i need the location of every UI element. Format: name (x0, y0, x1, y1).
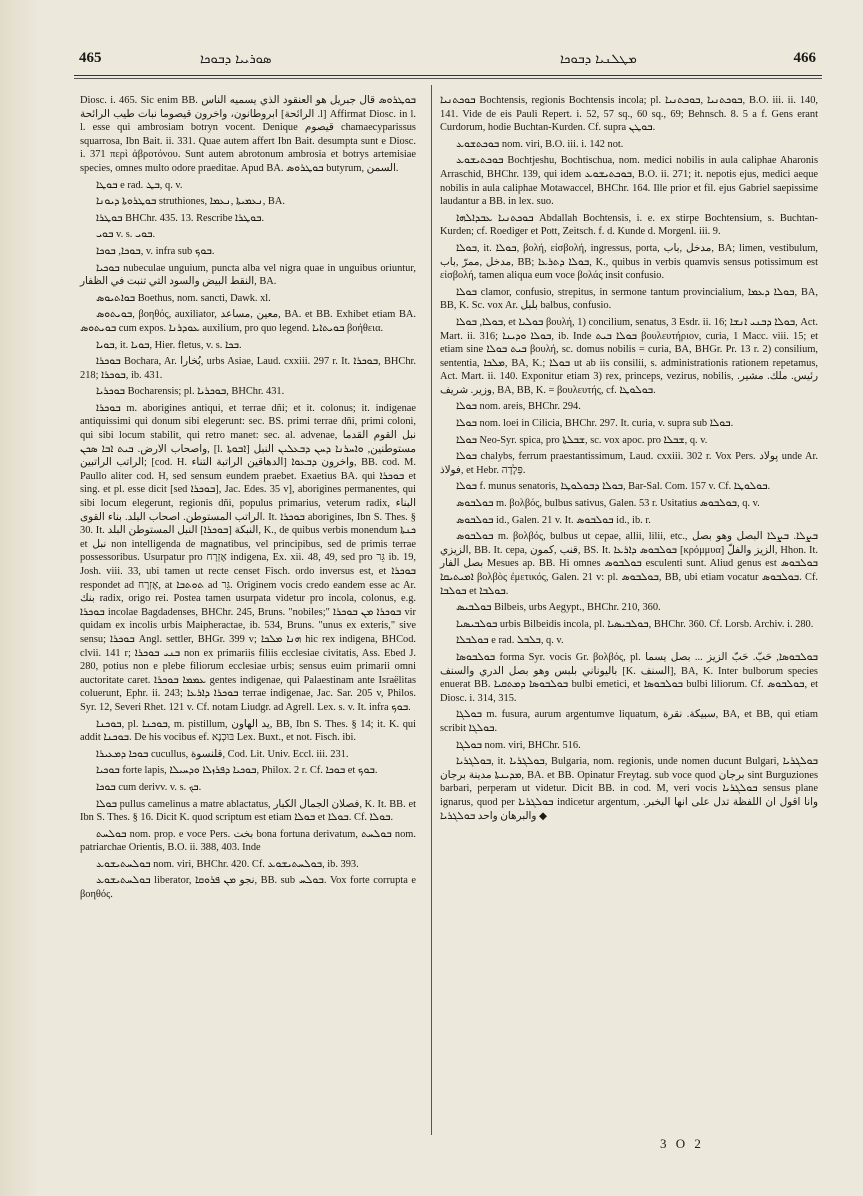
dictionary-entry: ܒܘܠܐ, it. ܒܘܠܐ, βολή, εἰσβολή, ingressus, porta, مدخل ,باب, BA; limen, vestibulum, مدخل ,ممرّ ,باب, BB; ܒܘܠܐ ܕܬܪܥܐ, K., quibus in verbis quamvis sensus potissimum est εἰσβολή, tamen aliqua eum voce βολάς insit confusio. (440, 242, 819, 282)
dictionary-entry: ܒܘܛܪܐ BHChr. 435. 13. Rescribe ܒܘܛܪܐ. (96, 212, 265, 224)
dictionary-entry: ܒܘܟܬܝܫܘܥ Bochtjeshu, Bochtischua, nom. medici nobilis in aula caliphae Aharonis Arraschid, BHChr. 139, qui idem ܒܘܟܬܝܫܘܥ, B.O. ii. 271; it. nepotis ejus, medici aeque nobilis in aula caliphae Motawaccel, BHChr. 164. Ille prior et fil. ejus Gabriel saepissime laudantur a BB. in lex. suo. (440, 155, 819, 208)
dictionary-entry: ܒܘܟܪܝܐ Bocharensis; pl. ܒܘܟܪܝܐ, BHChr. 431. (96, 386, 285, 398)
dictionary-entry: ܒܘܠܐ clamor, confusio, strepitus, in sermone tantum provincialium, ܒܘܠܐ ܕܥܡܐ, BA, BB, K. Sc. vox Ar. بلبل balbus, confusio. (440, 286, 819, 312)
dictionary-entry: ܒܘܟܬܢܝܐ ܥܒܕܐܠܗܐ Abdallah Bochtensis, i. e. ex stirpe Bochtensium, s. Buchtan-Kurden; cf. Roediger et Pott, Zeitsch. f. d. Kunde d. Morgenl. iii. 9. (440, 212, 818, 238)
dictionary-entry: ܒܘܛܪܘܬܐ ܕܝܘܢܐ struthiones, ܢܥܡܝܬܐ ,ܢܥܡܐ, BA. (96, 196, 285, 208)
dictionary-entry: ܒܘܛܐ e rad. ܒܛ, q. v. (96, 179, 183, 191)
page-gutter-shadow (0, 0, 40, 1196)
right-column (440, 94, 818, 826)
dictionary-entry: ܒܘܟܐ ܕܡܥܝܪܐ cucullus, قلنسوة, Cod. Lit. Univ. Eccl. iii. 231. (96, 748, 349, 760)
dictionary-entry: ܒܘܠܒܝܣ Bilbeis, urbs Aegypt., BHChr. 210, 360. (456, 602, 661, 614)
dictionary-entry: ܒܘܠܐ nom. loei in Cilicia, BHChr. 297. It. curia, v. supra sub ܒܘܠܐ. (456, 418, 734, 430)
right-running-title: ܡܛܠܢܝܐ ܕܒܘܟܐ (560, 52, 637, 67)
dictionary-entry: ܒܘܠܐ pullus camelinus a matre ablactatus, فصلان الجمال الكبار, K. It. BB. et Ibn S. Thes. § 16. Dicit K. quod scriptum est etiam ܒܘܠܐ et ܒܘܠܐ. Cf. ܒܘܠܐ. (80, 798, 416, 824)
dictionary-entry: ܒܘܟܪܐ Bochara, Ar. بُخارا, urbs Asiae, Laud. cxxiii. 297 r. It. ܒܘܟܪܐ, BHChr. 218; ܒܘܟܪܐ, ib. 431. (80, 356, 416, 381)
dictionary-entry: ܒܘܝ v. s. ܒܘܝ. (96, 229, 156, 241)
left-column (80, 94, 416, 905)
left-running-title: ܣܘܪܝܝܐ ܕܒܘܟܐ (200, 52, 272, 67)
dictionary-entry: ܒܘܠܚܬܝܫܘܥ nom. viri, BHChr. 420. Cf. ܒܘܠܚܬܝܫܘܥ, ib. 393. (96, 858, 359, 870)
dictionary-entry: ܒܘܠܒܘܣ id., Galen. 21 v. It. ܒܘܠܒܘܣ id., ib. r. (456, 514, 651, 526)
dictionary-entry: ܒܘܟܬܢܝܐ Bochtensis, regionis Bochtensis incola; pl. ܒܘܟܬܢܝܐ ,ܒܘܟܬܢܝܐ, B.O. iii. ii. 140, 141. Vide de eis Pauli Repert. i. 52, 57 sq., 60 sq., 69; Behnsch. 8. 5 a f. Gens erant Curdorum, hodie Buchtan-Kurden. Cf. supra ܒܘܛܢ. (440, 95, 819, 134)
dictionary-entry: ܒܘܠܐ nom. areis, BHChr. 294. (456, 401, 581, 413)
dictionary-entry: ܒܘܠܒܘܣܐ forma Syr. vocis Gr. βολβός, pl. ܒܘܠܒܘܣܐ, حَبّ. حَبّ الزيز ... بصل يسما باليوناني بلبس وهو بصل الدري والسنف [K. السنف], BA, K. Inter bulborum species enuerat BB. ܒܘܠܒܘܣܐ ܕܡܬܩܝܐ bulbi emetici, et ܒܘܠܒܘܣܐ bulbi liliorum. Cf. ܒܘܠܒܘܣ, et Diosc. i. 314, 315. (440, 651, 818, 704)
dictionary-entry: ܒܘܐܬܝܘܣ Boethus, nom. sancti, Dawk. xl. (96, 292, 271, 304)
dictionary-entry: ܒܘܟܝܐ forte lapis, ܒܘܟܝܐ ܕܦܪܙܠܐ ܘܕܚܝܠܐ, Philox. 2 r. Cf. ܒܘܟܐ et ܒܘܟ. (96, 765, 378, 777)
dictionary-entry: ܒܘܠܒܘܣ m. βολβός, bulbus ut cepae, allii, lilii, etc., ܒܨܠܐ. ܒܨܠܐ البصل وهو بصل الزيزي, BB. It. cepa, قنب ,كمون, BS. It. ܒܘܠܒܘܣ ܕܐܪܥܐ [κρόμμυα] الزيز والفلّ, Hhon. It. بصل الفار Mesues ap. BB. Hi omnes ܒܘܠܒܘܣ esculenti sunt. Aliud genus est ܒܘܠܒܘܣ ܐܡܝܬܝܩܐ βολβὸς ἐμετικός, Galen. 21 v: pl. ܒܘܠܒܘܣ, BB, ubi etiam vocatur ܒܘܠܒܘܣ. Cf. ܒܘܠܒܐ et ܒܘܠܒܐ. (440, 531, 819, 597)
dictionary-entry: ܒܘܠܐ f. munus senatoris, ܒܘܠܐ ܕܒܘܠܘܛܐ, Bar-Sal. Com. 157 v. Cf. ܒܘܠܘܛܐ. (456, 481, 771, 493)
dictionary-entry: ܒܘܠܒܘܣ m. βολβός, bulbus sativus, Galen. 53 r. Usitatius ܒܘܠܒܘܣ, q. v. (456, 498, 760, 510)
dictionary-entry: ܒܘܠܚܬ nom. prop. e voce Pers. بخت bona fortuna derivatum, ܒܘܠܚܬ nom. patriarchae Orientis, B.O. ii. 388, 403. Inde (80, 828, 416, 854)
dictionary-entry: ܒܘܠܐ Neo-Syr. spica, pro ܫܒܠܬܐ, sc. vox apoc. pro ܫܒܠܐ, q. v. (456, 434, 708, 446)
signature-mark: 3 O 2 (660, 1136, 704, 1151)
dictionary-entry: ܒܘܟܝܐ nubeculae unguium, puncta alba vel nigra quae in unguibus oriuntur, النقط البيض والسود التي تنبت في الظفار, BA. (80, 262, 416, 288)
dictionary-entry: ܒܘܠܓܐ nom. viri, BHChr. 516. (456, 739, 581, 751)
column-divider (431, 85, 432, 1135)
dictionary-entry: ܒܘܠܓܐ m. fusura, aurum argentumve liquatum, سبيكة. نقرة, BA, et BB, qui etiam scribit ܒܘܠܓܐ. (440, 709, 818, 734)
dictionary-entry: ܒܘܠܒܝܣܝܐ urbis Bilbeidis incola, pl. ܒܘܠܒܝܣܝܐ, BHChr. 360. Cf. Lorsb. Archiv. i. 280. (456, 618, 814, 630)
dictionary-entry: ܒܘܟܪܐ m. aborigines antiqui, et terrae dñi; et it. colonus; it. indigenae antiquissimi qui donum sibi elegerunt: sec. BS. primi terrae dñi, primi coloni, qui sibi locum stabilit, qui retro manet: sec. al. advenae, نبل القوم القدما واصحاب الارض. ܒܝܬ ܐܒܐ ܣܟܢ, [l. ܐܒܘܬܐ] مستوطنين, ܘܐܚܪܢܐ ܕܚܢ ܕܒܥܠܝܢ النبل الراتب الراتبين; [cod. H. الدهاقين الراتبة التناء] واخرون ܕܒܥܘܐ, BB. cod. M. Paullo aliter cod. H, sed sensum eundem praebet. Exaetius BA. qui ܒܘܟܪܐ et sing. et pl. esse dicit [sed ܒܘܟܪܐ], Jac. Edes. 35 v], aborigines permanentes, qui sibi locum elegerunt, regionis dñi, populus primarius, veterum radix, البناء الراتب المستوطن. اصحاب البلد. بناء القوى. It. ܒܘܟܪܐ aborigines, Ibn S. Thes. § 30. It. النبكة [ܒܘܟܪܐ] النبل المستوطن البلد, K., de quibus verbis monendum ܟܢܬܐ et نبل non intelligenda de magnatibus, vel principibus, sed de primis terrae possessoribus. Usurpatur pro אֶזְרָח indigena, Ex. xii. 48, 49, sed pro גֵּר ib. 19, Josh. viii. 33, ubi tamen ut recte censet Fisch. ordo inversus est, et ܒܘܟܪܐ respondet ad אֶזְרָח, at ܬܘܬܒܐ ad גֵּר. Originem vocis credo eandem esse ac Ar. بنك radix, origo rei. Postea tamen usurpata videtur pro incola, colonus, e.g. ܒܘܟܪܐ incolae Bagdadenses, BHChr. 245, Bruns. "nobiles;" ܒܘܟܪܐ ܡܢ ܒܘܟܪܐ vir quidam ex incolis urbis Maipheractae, ib. 534, Bruns. "unus ex exteris," sive sensu; ܒܘܟܪܐ Angl. settler, BHGr. 399 v; ܗܢܐ ܡܠܟܐ hic rex indigena, BHCod. clvii. 141 r; ܒܢܝ ܒܘܟܪܐ non ex primariis filiis ecclesiae civitatis, Ass. Ebed J. 280, potius non e plebe filiorum ecclesiae urbis; sensus euim primarii omni auctoritate caret. ܥܡܡܐ ܒܘܟܪܐ gentes indigenae, qui Palaestinam ante Israëlitas coluerunt, Ephr. ii. 243; ܒܘܟܪܐ ܕܐܪܥܐ terrae indigenae, Jac. Sar. 205 v, Philos. Syr. 12, Severi Rhet. 121 v. Cf. notam Liudgr. ad Agrell. Lex. s. v. It. infra ܒܘܟ. (80, 402, 417, 713)
dictionary-entry: ܒܘܠܓܪܝܐ, it. ܒܘܠܓܪܝܐ, Bulgaria, nom. regionis, unde nomen ducunt Bulgari, ܒܘܠܓܪܝܐ ܡܕܝܢܬܐ مدينة برجان, BA. et BB. Opinatur Freytag. sub voce quod برجان sint Burguziones barbari, perperam ut videtur. Dicit BB. in cod. M, veri vocis ܒܘܠܓܪܝܐ sensus plane ignarus, quod per ܒܘܠܓܪܝܐ indicetur argentum, وانا اقول ان اللفظة تدل على انها البخبر. والبرهان واحد ܒܘܠܓܪܝܐ ◆ (440, 756, 819, 822)
left-page-number: 465 (79, 50, 102, 66)
dictionary-entry: ܒܘܟܬܫܘܥ nom. viri, B.O. iii. i. 142 not. (456, 138, 624, 150)
dictionary-entry: ܒܘܟܢܐ, pl. ܒܘܟܢܐ, m. pistillum, يد الهاون, BB, Ibn S. Thes. § 14; it. K. qui addit ܒܘܟܢܐ. De his vocibus ef. בּוּכְנָא Lex. Buxt., et not. Fisch. ibi. (80, 718, 416, 744)
page-header (0, 50, 863, 76)
dictionary-entry: ܒܘܠܚܬܝܫܘܥ liberator, نجو ܡܢ ܦܪܘܩܐ, BB. sub ܒܘܠܚ. Vox forte corrupta e βοηθός. (80, 875, 416, 901)
dictionary-entry: ܒܘܟܐ, ܒܘܟܐ, v. infra sub ܒܘܟ. (96, 245, 215, 257)
header-rule-thin (74, 78, 822, 79)
dictionary-entry: ܒܘܠܐ, ܒܘܠܐ, et ܒܘܠܝܐ βουλή, 1) concilium, senatus, 3 Esdr. ii. 16; ܒܘܠܐ ܕܒܢܝ ܐܢܫܐ, Act. Mart. ii. 316; ܒܘܠܐ ܘܕܝܢܐ, ib. Inde ܒܘܠܐ ܒܝܬ βουλευτήριον, curia, 1 Macc. viii. 15; et etiam sine ܒܝܬ ܒܘܠܐ βουλή, sc. domus nobilis = curia, BA, BHGr. Pr. 13 r. 2) consilium, sententia, ܡܠܟܐ, BA, K.; ܒܘܠܐ ut ab iis consilii, s. administrationis rationem repetamus, Act. Mart. ii. 140. Exponitur etiam 3) rex, princeps, vezirus, nobilis, رئيس. ملك. مشير. وزير. شريف, BA, BB, K. = βουλευτής, cf. ܒܘܠܘܛܐ. (440, 316, 819, 396)
dictionary-entry: Diosc. i. 465. Sic enim BB. ܒܘܛܪܘܣ قال جبريل هو العنقود الذي يسميه الناس ابروطانون، واخرون قيصوما نبات طيب الرائحة [الرائحة .l] Affirmat Diosc. in l. l. esse qui ambrosiam botryn vocent. Denique قيصوم chamaecyparissus squarrosa, Ibn Bait. ii. 331. Quae autem affert Ibn Bait. desumpta sunt e Diosc. i. 371 περὶ ἀβροτόνου. Sunt autem abrotonum ambrosia et botrys artemisiae species, omnes multo odore praeditae. Apud BA. ܒܘܛܪܘܣ butyrum, السمن. (80, 95, 417, 174)
right-page-number: 466 (793, 50, 816, 66)
header-rule (74, 75, 822, 76)
dictionary-entry: ܒܘܠܒܠܐ e rad. ܒܠܒܠ, q. v. (456, 635, 564, 647)
dictionary-entry: ܒܘܠܐ chalybs, ferrum praestantissimum, Laud. cxxiii. 302 r. Vox Pers. پولاد unde Ar. فولاذ, et Hebr. פְּלָדָה. (440, 451, 818, 476)
dictionary-entry: ܒܘܝܐ, it. ܒܘܝܐ, Hier. fletus, v. s. ܒܟܐ. (96, 339, 242, 351)
dictionary-entry: ܒܘܟܐ cum derivv. v. s. ܒܟ. (96, 781, 202, 793)
dictionary-entry: ܒܘܝܬܘܣ, βοηθός, auxiliator, معين ,مساعد, BA. et BB. Exhibet etiam BA. ܒܘܝܬܘܣ cum expos. ܥܘܕܪܢܐ auxilium, pro quo legend. ܒܘܝܬܐܝܐ βοήθεια. (80, 309, 416, 334)
